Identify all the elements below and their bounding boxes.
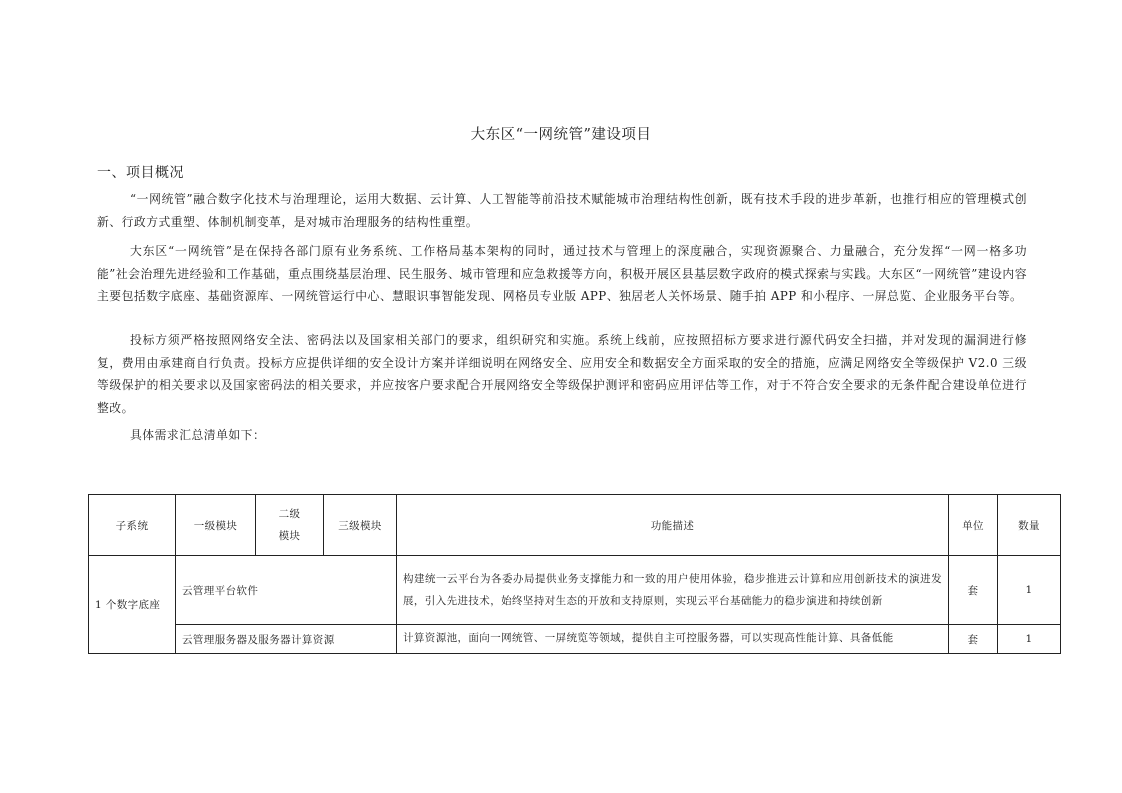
subsystem-cell: 1 个数字底座 xyxy=(89,556,176,654)
description-cell xyxy=(397,625,949,654)
quantity-cell: 1 xyxy=(998,556,1061,625)
paragraph-security: 投标方须严格按照网络安全法、密码法以及国家相关部门的要求，组织研究和实施。系统上线前，应按照招标方要求进行源代码安全扫描，并对发现的漏洞进行修复，费用由承建商自行负责。投标方应提供详细的安全设计方案并详细说明在网络安全、应用安全和数据安全方面采取的安全的措施，应满足网络安全等级保护 V2.0 三级等级保护的相关要求以及国家密码法的相关要求，并应按客户要求配合开展网络安全等级保护测评和密码应用评估等工作，对于不符合安全要求的无条件配合建设单位进行整改。 xyxy=(97,333,1027,415)
table-header-row xyxy=(89,495,1061,556)
header-level1-module: 一级模块 xyxy=(176,495,256,556)
unit-cell: 套 xyxy=(949,556,998,625)
header-level2-module xyxy=(256,495,324,556)
header-level3-module: 三级模块 xyxy=(324,495,397,556)
paragraph-content: 大东区“一网统管”是在保持各部门原有业务系统、工作格局基本架构的同时，通过技术与管理上的深度融合，实现资源聚合、力量融合，充分发挥“一网一格多功能”社会治理先进经验和工作基础，重点围绕基层治理、民生服务、城市管理和应急救援等方向，积极开展区县基层数字政府的模式探索与实践。大东区“一网统管”建设内容主要包括数字底座、基础资源库、一网统管运行中心、慧眼识事智能发现、网格员专业版 APP、独居老人关怀场景、随手拍 APP 和小程序、一屏总览、企业服务平台等。 xyxy=(97,244,1027,303)
unit-cell: 套 xyxy=(949,625,998,654)
header-quantity: 数量 xyxy=(998,495,1061,556)
header-description: 功能描述 xyxy=(397,495,949,556)
paragraph-list-intro: 具体需求汇总清单如下： xyxy=(130,428,266,442)
header-subsystem: 子系统 xyxy=(89,495,176,556)
header-unit: 单位 xyxy=(949,495,998,556)
table-row xyxy=(89,625,1061,654)
module-cell: 云管理服务器及服务器计算资源 xyxy=(176,625,397,654)
requirements-table xyxy=(88,494,1061,654)
quantity-cell: 1 xyxy=(998,625,1061,654)
section-heading: 一、项目概况 xyxy=(97,165,184,181)
header-level2-line1: 二级 xyxy=(278,508,301,520)
description-cell: 构建统一云平台为各委办局提供业务支撑能力和一致的用户使用体验，稳步推进云计算和应用创新技术的演进发展，引入先进技术，始终坚持对生态的开放和支持原则，实现云平台基础能力的稳步演进和持续创新 xyxy=(397,556,949,625)
module-cell: 云管理平台软件 xyxy=(176,556,397,625)
table-row xyxy=(89,556,1061,625)
document-title: 大东区“一网统管”建设项目 xyxy=(470,127,652,143)
header-level2-line2: 模块 xyxy=(278,530,301,542)
paragraph-overview: “一网统管”融合数字化技术与治理理论，运用大数据、云计算、人工智能等前沿技术赋能城市治理结构性创新，既有技术手段的进步革新，也推行相应的管理模式创新、行政方式重塑、体制机制变革，是对城市治理服务的结构性重塑。 xyxy=(97,192,1027,229)
description-text: 计算资源池，面向一网统管、一屏统览等领域，提供自主可控服务器，可以实现高性能计算、具备低能 xyxy=(403,632,894,644)
